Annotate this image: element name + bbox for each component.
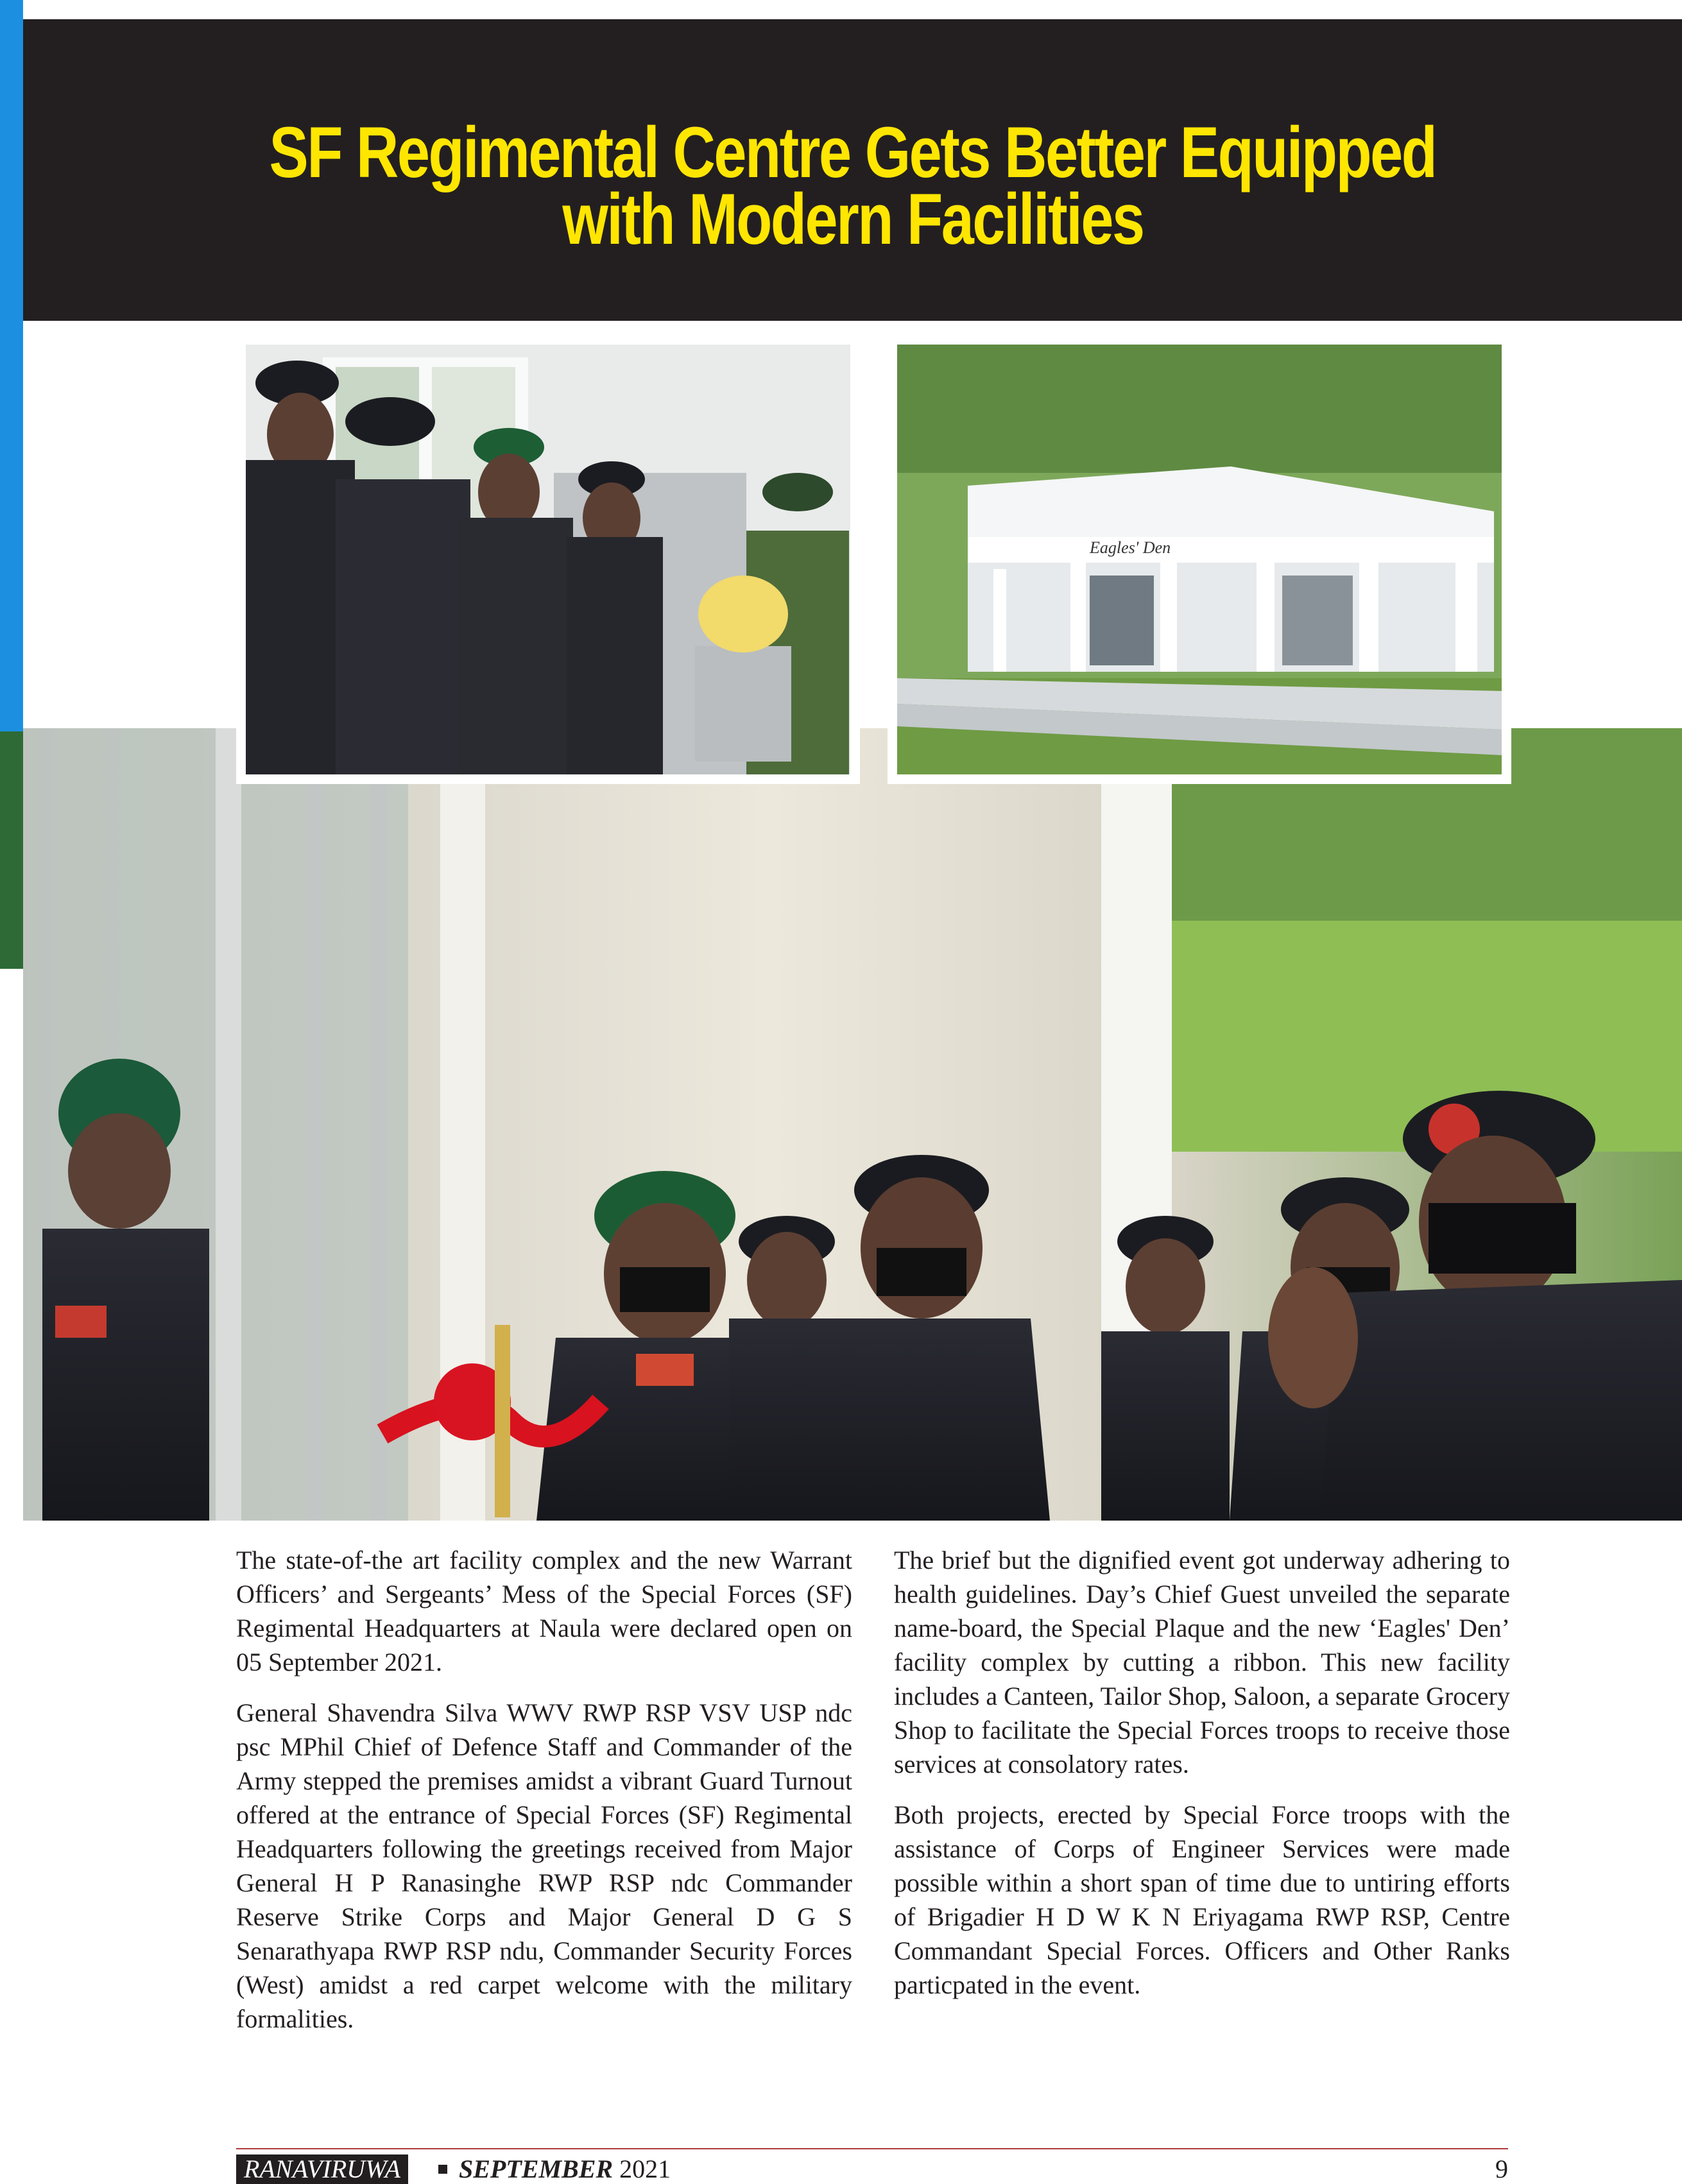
article-paragraph: The state-of-the art facility complex and the new Warrant Officers’ and Sergeants’ Mess of the Special Forces (SF) Regimental Headquarters at Naula were declared open on 05 September 2021. bbox=[236, 1546, 852, 1676]
footer-rule bbox=[236, 2148, 1508, 2149]
article-title-line-2: with Modern Facilities bbox=[562, 179, 1144, 259]
article-column-left bbox=[236, 1543, 852, 2052]
issue-date bbox=[459, 2154, 671, 2184]
page-edge-accent-lower bbox=[0, 731, 23, 969]
publication-name: RANAVIRUWA bbox=[236, 2154, 408, 2184]
article-paragraph: Both projects, erected by Special Force troops with the assistance of Corps of Engineer Services were made possible within a short span of time due to untiring efforts of Brigadier H D W K N Eriyagama RWP RSP, Centre Commandant Special Forces. Officers and Other Ranks particpated in the event. bbox=[894, 1800, 1510, 1999]
issue-month: SEPTEMBER bbox=[459, 2154, 614, 2183]
page-number: 9 bbox=[1495, 2154, 1508, 2183]
issue-year: 2021 bbox=[619, 2154, 671, 2183]
article-column-right bbox=[894, 1543, 1510, 2018]
ribbon-cutting-photo bbox=[23, 728, 1682, 1521]
kitchen-inspection-photo bbox=[246, 345, 850, 774]
article-paragraph: The brief but the dignified event got underway adhering to health guidelines. Day’s Chief Guest unveiled the separate name-board, the Special Plaque and the new ‘Eagles' Den’ facility complex by cutting a ribbon. This new facility includes a Canteen, Tailor Shop, Saloon, a separate Grocery Shop to facilitate the Special Forces troops to receive those services at consolatory rates. bbox=[894, 1546, 1510, 1779]
article-paragraph: General Shavendra Silva WWV RWP RSP VSV USP ndc psc MPhil Chief of Defence Staff and Commander of the Army stepped the premises amidst a vibrant Guard Turnout offered at the entrance of Special Forces (SF) Regimental Headquarters following the greetings received from Major General H P Ranasinghe RWP RSP ndc Commander Reserve Strike Corps and Major General D G S Senarathyapa RWP RSP ndu, Commander Security Forces (West) amidst a red carpet welcome with the military formalities. bbox=[236, 1698, 852, 2033]
eagles-den-sign: Eagles' Den bbox=[1090, 538, 1171, 557]
article-title-line-1: SF Regimental Centre Gets Better Equipped bbox=[269, 112, 1436, 192]
title-band bbox=[23, 19, 1682, 321]
eagles-den-building-photo bbox=[897, 345, 1502, 774]
footer-separator-square bbox=[438, 2165, 447, 2174]
